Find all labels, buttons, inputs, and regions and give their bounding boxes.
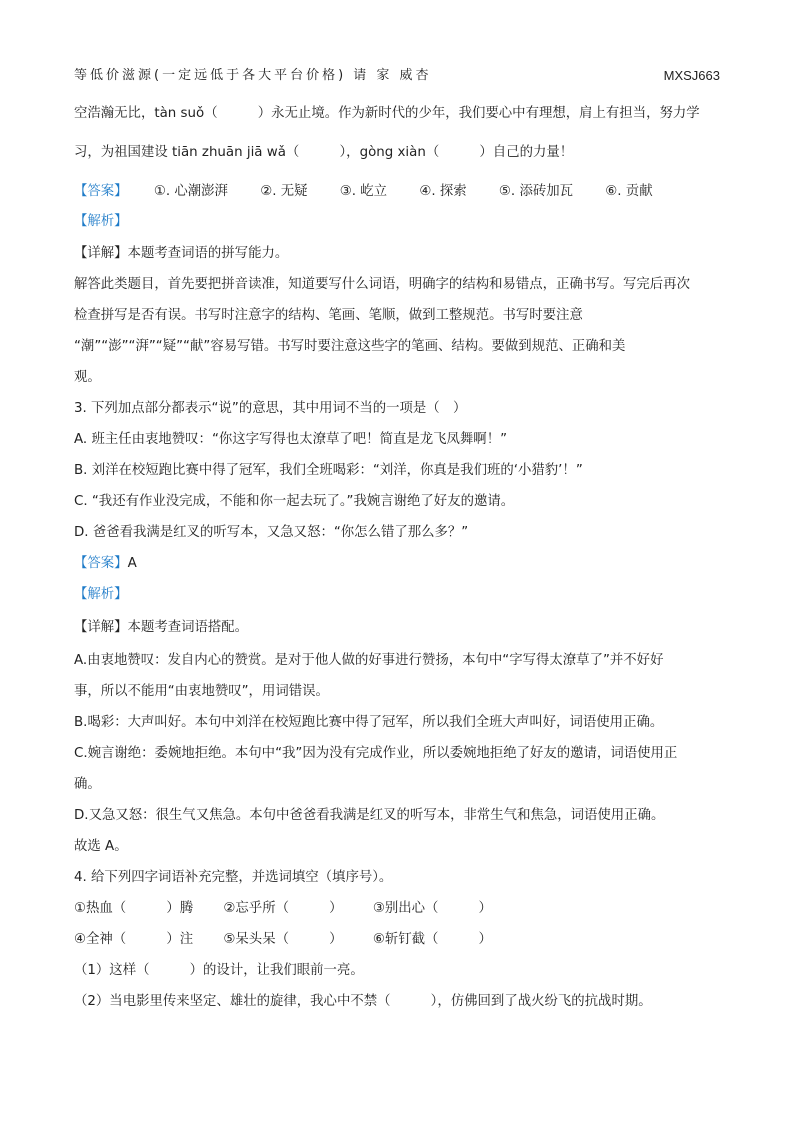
- q3-option-c: C. “我还有作业没完成，不能和你一起去玩了。”我婉言谢绝了好友的邀请。: [74, 494, 515, 509]
- q3-option-a: A. 班主任由衷地赞叹：“你这字写得也太潦草了吧！简直是龙飞凤舞啊！”: [74, 432, 508, 447]
- analysis-tag: 【解析】: [74, 214, 128, 229]
- answer-tag: 【答案】: [74, 556, 128, 571]
- q3-answer-row: [74, 556, 137, 572]
- page-header: [74, 68, 720, 84]
- conclusion: 故选 A。: [74, 839, 128, 854]
- idiom-row: [74, 932, 520, 948]
- fill-sentence-1: （1）这样（ ）的设计，让我们眼前一亮。: [74, 963, 364, 978]
- idiom-blank: ⑤呆头呆（ ）: [223, 932, 343, 947]
- answer-item: ③. 屹立: [339, 184, 388, 199]
- q3-option-d: D. 爸爸看我满是红叉的听写本，又急又怒：“你怎么错了那么多？”: [74, 525, 469, 540]
- explanation-line: 解答此类题目，首先要把拼音读准，知道要写什么词语，明确字的结构和易错点，正确书写。写完后再次: [74, 277, 690, 292]
- explanation-line: A.由衷地赞叹：发自内心的赞赏。是对于他人做的好事进行赞扬，本句中“字写得太潦草了”并不好好: [74, 653, 664, 668]
- idiom-blank: ①热血（ ）腾: [74, 901, 194, 916]
- explanation-line: B.喝彩：大声叫好。本句中刘洋在校短跑比赛中得了冠军，所以我们全班大声叫好，词语使用正确。: [74, 715, 664, 730]
- answer-item: ④. 探索: [419, 184, 467, 199]
- q4-question: 4. 给下列四字词语补充完整，并选词填空（填序号）。: [74, 870, 393, 885]
- idiom-blank: ③别出心（ ）: [372, 901, 492, 916]
- explanation-line: 事，所以不能用“由衷地赞叹”，用词错误。: [74, 684, 329, 699]
- explanation-line: “潮”“澎”“湃”“疑”“献”容易写错。书写时要注意这些字的笔画、结构。要做到规范、正确和美: [74, 339, 626, 354]
- explanation-line: D.又急又怒：很生气又焦急。本句中爸爸看我满是红叉的听写本，非常生气和焦急，词语使用正确。: [74, 808, 665, 823]
- explanation-line: C.婉言谢绝：委婉地拒绝。本句中“我”因为没有完成作业，所以委婉地拒绝了好友的邀请，词语使用正: [74, 746, 678, 761]
- idiom-row: [74, 901, 520, 917]
- answer-tag: 【答案】: [74, 184, 128, 199]
- answer-item: ⑤. 添砖加瓦: [498, 184, 574, 199]
- q3-question: 3. 下列加点部分都表示“说”的意思，其中用词不当的一项是（ ）: [74, 401, 467, 416]
- q2-answer-row: [74, 184, 681, 200]
- idiom-blank: ④全神（ ）注: [74, 932, 194, 947]
- q3-option-b: B. 刘洋在校短跑比赛中得了冠军，我们全班喝彩：“刘洋，你真是我们班的‘小猎豹’！”: [74, 463, 583, 478]
- answer-value: A: [127, 556, 137, 571]
- idiom-blank: ⑥斩钉截（ ）: [372, 932, 492, 947]
- explanation-line: 确。: [74, 777, 101, 792]
- fill-sentence-2: （2）当电影里传来坚定、雄壮的旋律，我心中不禁（ ），仿佛回到了战火纷飞的抗战时期。: [74, 994, 652, 1009]
- detail-line: 【详解】本题考查词语搭配。: [74, 620, 249, 635]
- detail-line: 【详解】本题考查词语的拼写能力。: [74, 246, 289, 261]
- answer-item: ②. 无疑: [260, 184, 308, 199]
- header-text: 等低价滋源(一定远低于各大平台价格) 请 家 威杏: [74, 68, 432, 83]
- analysis-tag: 【解析】: [74, 587, 128, 602]
- answer-item: ⑥. 贡献: [605, 184, 653, 199]
- answer-item: ①. 心潮澎湃: [153, 184, 228, 199]
- idiom-blank: ②忘乎所（ ）: [223, 901, 343, 916]
- doc-code: MXSJ663: [663, 68, 720, 83]
- explanation-line: 检查拼写是否有误。书写时注意字的结构、笔画、笔顺，做到工整规范。书写时要注意: [74, 308, 583, 323]
- explanation-line: 观。: [74, 370, 101, 385]
- passage-line-2: 习，为祖国建设 tiān zhuān jiā wǎ（ ），gòng xiàn（ ）自己的力量！: [74, 145, 574, 160]
- passage-line-1: 空浩瀚无比，tàn suǒ（ ）永无止境。作为新时代的少年，我们要心中有理想，肩上有担当，努力学: [74, 106, 700, 121]
